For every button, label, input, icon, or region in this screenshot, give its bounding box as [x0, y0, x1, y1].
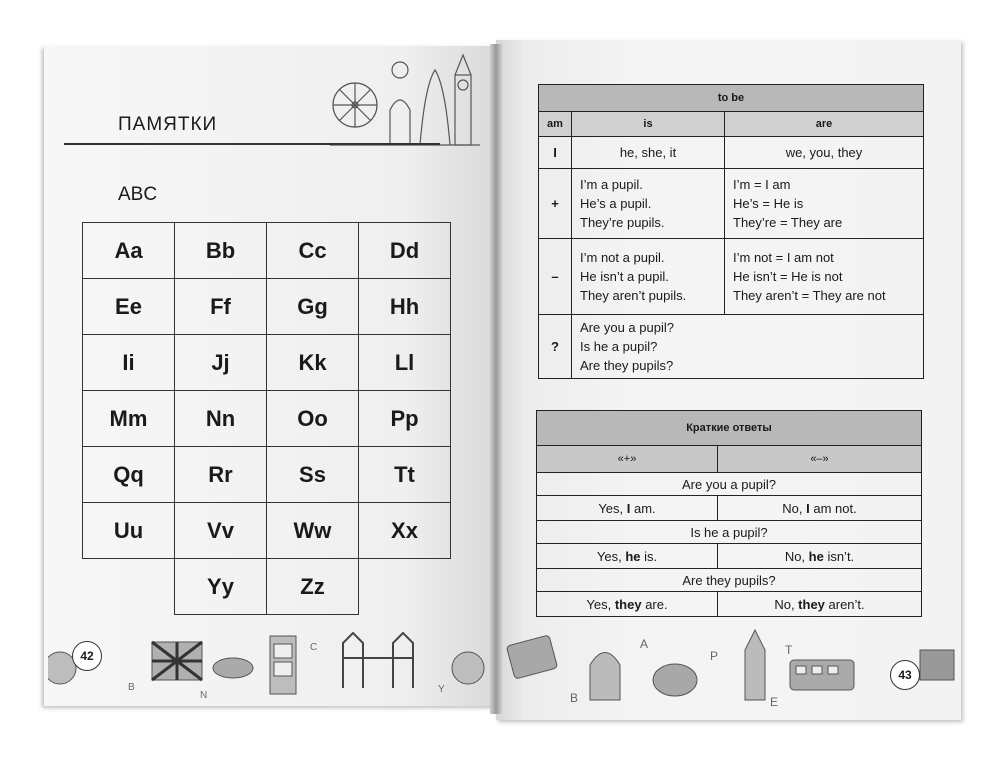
letter-cell: Xx: [359, 503, 451, 559]
negative-answer: [718, 592, 922, 617]
answer-pronoun: he: [808, 548, 824, 564]
answer-pronoun: he: [625, 548, 641, 564]
letter-cell: Jj: [175, 335, 267, 391]
empty-cell: [83, 559, 175, 615]
letter-cell: Dd: [359, 223, 451, 279]
answer-pronoun: I: [626, 500, 631, 516]
deco-letter: B: [128, 682, 135, 693]
letter-cell: Cc: [267, 223, 359, 279]
section-heading-abc: ABC: [118, 184, 158, 205]
positive-answer: [537, 592, 718, 617]
footer-decoration-right: [500, 620, 960, 710]
answer-text: No,: [784, 548, 809, 564]
col-header-are: are: [725, 112, 924, 137]
col-header-is: is: [572, 112, 725, 137]
table-row: [83, 279, 451, 335]
letter-cell: Mm: [83, 391, 175, 447]
letter-cell: Ww: [267, 503, 359, 559]
text-line: He isn’t = He is not: [733, 269, 843, 284]
letter-cell: Ee: [83, 279, 175, 335]
text-line: Are you a pupil?: [580, 320, 674, 335]
answer-text: Yes,: [586, 596, 615, 612]
answer-text: isn’t.: [823, 548, 855, 564]
question-row: Are they pupils?: [537, 569, 922, 592]
letter-cell: Kk: [267, 335, 359, 391]
alphabet-table: [82, 222, 451, 615]
text-line: I’m a pupil.: [580, 177, 643, 192]
cell-is-pronouns: he, she, it: [572, 137, 725, 169]
to-be-title: to be: [539, 85, 924, 112]
deco-letter: C: [310, 642, 318, 653]
letter-cell: Pp: [359, 391, 451, 447]
letter-cell: Aa: [83, 223, 175, 279]
col-header-negative: «–»: [718, 446, 922, 473]
london-skyline-illustration: [330, 50, 480, 150]
table-row: [83, 447, 451, 503]
answer-text: Yes,: [598, 500, 627, 516]
answer-text: No,: [774, 596, 799, 612]
question-row: Is he a pupil?: [537, 521, 922, 544]
text-line: I’m = I am: [733, 177, 791, 192]
table-row: [83, 559, 451, 615]
col-header-positive: «+»: [537, 446, 718, 473]
letter-cell: Ss: [267, 447, 359, 503]
text-line: Are they pupils?: [580, 358, 674, 373]
cell-negative-contractions: [725, 239, 924, 315]
cell-affirmative-contractions: [725, 169, 924, 239]
answer-text: aren’t.: [824, 596, 865, 612]
table-row: [83, 503, 451, 559]
answer-text: am not.: [809, 500, 857, 516]
answer-text: No,: [782, 500, 807, 516]
text-line: They’re = They are: [733, 215, 843, 230]
row-symbol-minus: –: [539, 239, 572, 315]
answer-text: is.: [640, 548, 658, 564]
table-row: [83, 391, 451, 447]
letter-cell: Gg: [267, 279, 359, 335]
text-line: I’m not a pupil.: [580, 250, 665, 265]
deco-letter: E: [770, 695, 779, 709]
cell-negative-examples: [572, 239, 725, 315]
text-line: He’s a pupil.: [580, 196, 652, 211]
footer-decoration-left: [48, 628, 488, 704]
letter-cell: Ii: [83, 335, 175, 391]
deco-letter: P: [710, 649, 719, 663]
letter-cell: Ll: [359, 335, 451, 391]
row-symbol-i: I: [539, 137, 572, 169]
row-symbol-question: ?: [539, 315, 572, 379]
deco-letter: A: [640, 637, 649, 651]
cell-affirmative-examples: [572, 169, 725, 239]
question-row: Are you a pupil?: [537, 473, 922, 496]
table-row: [83, 223, 451, 279]
page-number-right: 43: [890, 660, 920, 690]
title-divider: [64, 143, 440, 145]
letter-cell: Qq: [83, 447, 175, 503]
letter-cell: Nn: [175, 391, 267, 447]
short-answers-table: [536, 410, 922, 617]
letter-cell: Yy: [175, 559, 267, 615]
deco-letter: N: [200, 690, 208, 701]
letter-cell: Zz: [267, 559, 359, 615]
letter-cell: Rr: [175, 447, 267, 503]
letter-cell: Uu: [83, 503, 175, 559]
table-row: [83, 335, 451, 391]
text-line: They aren’t pupils.: [580, 288, 687, 303]
letter-cell: Oo: [267, 391, 359, 447]
letter-cell: Ff: [175, 279, 267, 335]
book-gutter: [490, 44, 502, 714]
row-symbol-plus: +: [539, 169, 572, 239]
text-line: They’re pupils.: [580, 215, 665, 230]
text-line: They aren’t = They are not: [733, 288, 886, 303]
deco-letter: B: [570, 691, 579, 705]
answer-pronoun: they: [798, 596, 825, 612]
deco-letter: Y: [438, 684, 445, 695]
empty-cell: [359, 559, 451, 615]
letter-cell: Hh: [359, 279, 451, 335]
positive-answer: [537, 544, 718, 569]
letter-cell: Tt: [359, 447, 451, 503]
answer-pronoun: they: [614, 596, 642, 612]
letter-cell: Bb: [175, 223, 267, 279]
answer-text: are.: [641, 596, 668, 612]
page-number-left: 42: [72, 641, 102, 671]
text-line: He isn’t a pupil.: [580, 269, 669, 284]
short-answers-title: Краткие ответы: [537, 411, 922, 446]
letter-cell: Vv: [175, 503, 267, 559]
answer-text: Yes,: [596, 548, 626, 564]
positive-answer: [537, 496, 718, 521]
text-line: Is he a pupil?: [580, 339, 658, 354]
cell-question-examples: [572, 315, 924, 379]
negative-answer: [718, 544, 922, 569]
text-line: I’m not = I am not: [733, 250, 834, 265]
text-line: He’s = He is: [733, 196, 804, 211]
answer-pronoun: I: [806, 500, 810, 516]
deco-letter: T: [785, 643, 793, 657]
cell-are-pronouns: we, you, they: [725, 137, 924, 169]
col-header-am: am: [539, 112, 572, 137]
negative-answer: [718, 496, 922, 521]
to-be-table: [538, 84, 924, 379]
answer-text: am.: [630, 500, 656, 516]
page-title: ПАМЯТКИ: [118, 114, 218, 135]
